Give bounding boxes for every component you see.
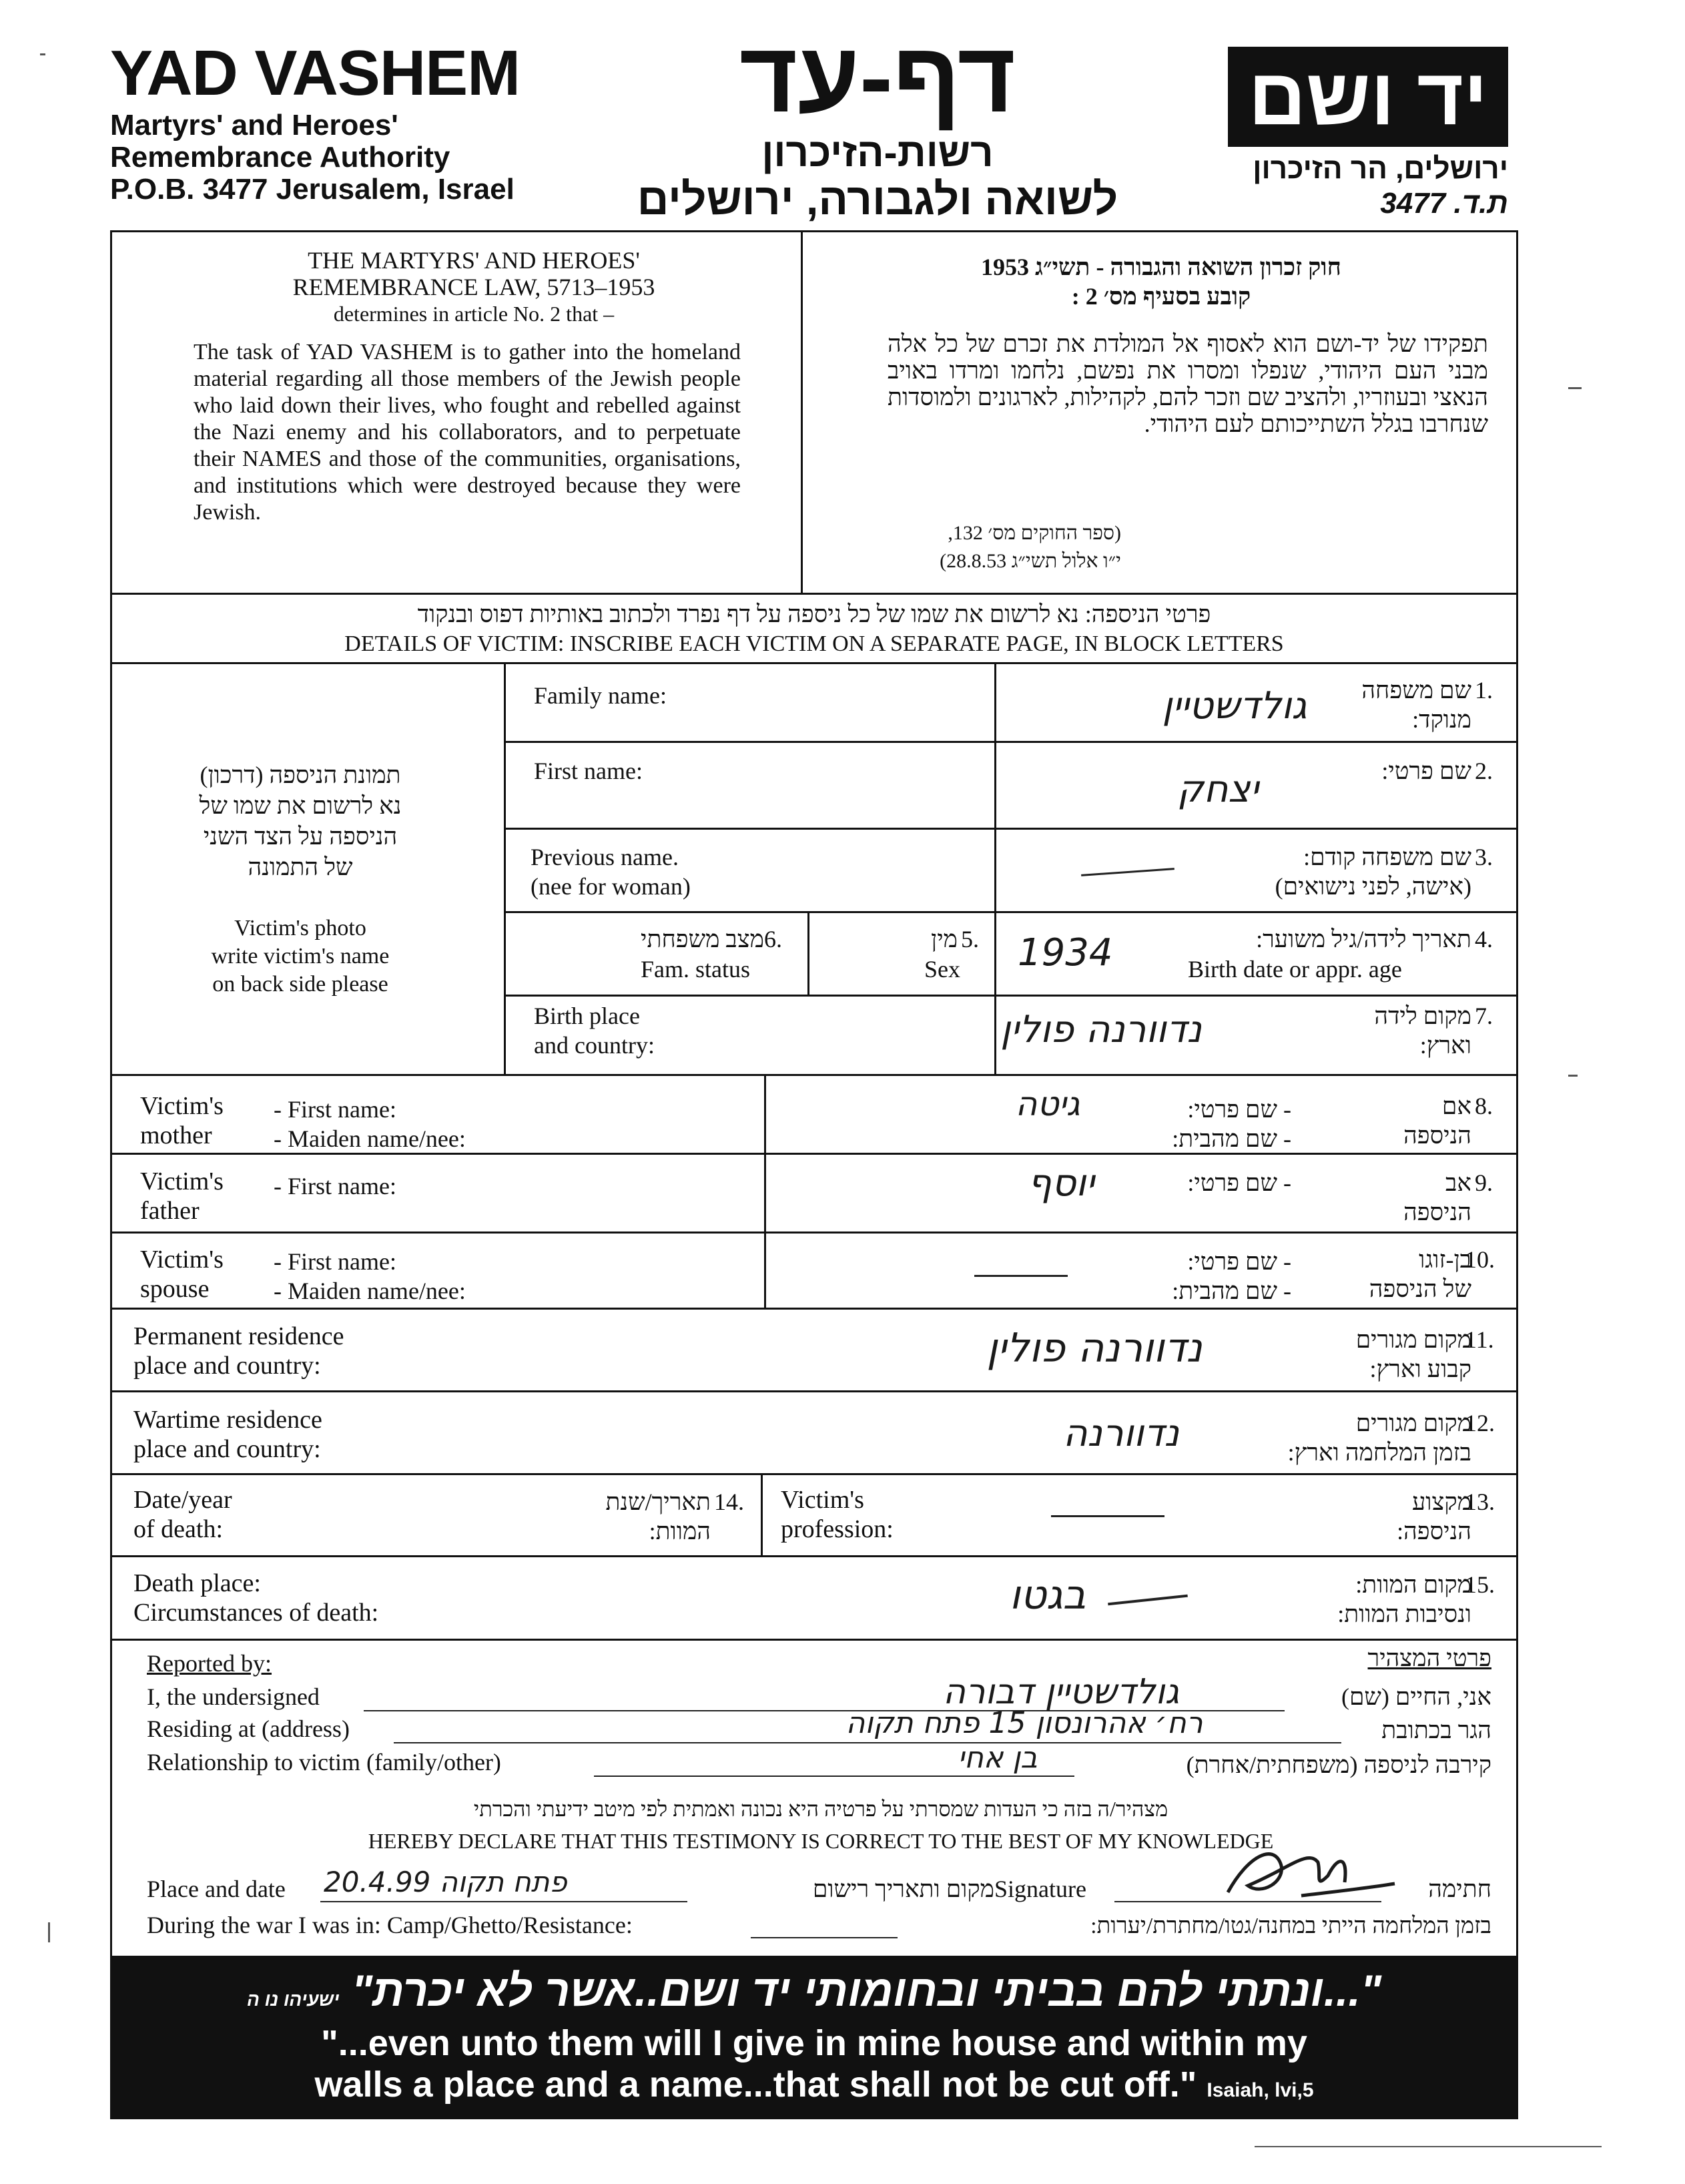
war-label-he: בזמן המלחמה הייתי במחנה/גטו/מחתרת/יערות:	[1090, 1914, 1491, 1938]
death-date-en1: Date/year	[133, 1486, 232, 1514]
scan-speck	[40, 53, 45, 55]
banner-en-ref: Isaiah, lvi,5	[1207, 2079, 1314, 2101]
mother-he2: הניספה	[1403, 1122, 1471, 1149]
address-label: Residing at (address)	[147, 1715, 350, 1742]
field-number-10: 10.	[1465, 1246, 1495, 1273]
row2-line	[504, 828, 1518, 830]
spouse-sub-labels	[274, 1247, 466, 1306]
mother-label-he	[1403, 1091, 1471, 1150]
previous-name-he2: (אישה, לפני נישואים)	[1275, 873, 1471, 900]
wartime-residence-he2: בזמן המלחמה וארץ:	[1287, 1439, 1471, 1466]
father-first-name-value[interactable]: יוסף	[1028, 1161, 1094, 1205]
spouse-first-name-he: - שם פרטי:	[1187, 1248, 1291, 1275]
photo-en3: on back side please	[212, 972, 388, 997]
father-he1: אב	[1445, 1169, 1471, 1196]
signature-mark[interactable]	[1201, 1829, 1401, 1909]
mother-he1: אם	[1441, 1093, 1471, 1119]
previous-name-he1: שם משפחה קודם:	[1303, 844, 1471, 870]
first-name-value[interactable]: יצחק	[1176, 768, 1259, 811]
law-bottom-line	[110, 593, 1518, 595]
first-name-label-he: שם פרטי:	[1381, 758, 1471, 784]
profession-label	[781, 1485, 894, 1544]
spouse-first-name-label: - First name:	[274, 1248, 396, 1275]
field-number-12: 12.	[1465, 1410, 1495, 1436]
address-line	[394, 1742, 1341, 1743]
undersigned-label-he: אני, החיים (שם)	[1341, 1683, 1491, 1710]
details-he: פרטי הניספה: נא לרשום את שמו של כל ניספה על דף נפרד ולכתוב באותיות דפוס ובנקוד	[417, 601, 1211, 627]
law-he-title	[827, 252, 1495, 311]
declaration-en: HEREBY DECLARE THAT THIS TESTIMONY IS CORRECT TO THE BEST OF MY KNOWLEDGE	[368, 1829, 1274, 1853]
death-place-label-he	[1337, 1570, 1471, 1629]
field-number-14: 14.	[714, 1488, 744, 1515]
org-line3-en: P.O.B. 3477 Jerusalem, Israel	[110, 173, 515, 206]
quote-banner	[110, 1956, 1518, 2119]
law-en-title2: REMEMBRANCE LAW, 5713–1953	[292, 274, 655, 300]
photo-he4: של התמונה	[248, 854, 353, 880]
row1-line	[504, 741, 1518, 743]
details-en: DETAILS OF VICTIM: INSCRIBE EACH VICTIM ON A SEPARATE PAGE, IN BLOCK LETTERS	[344, 631, 1284, 656]
spouse-label-he	[1369, 1245, 1471, 1304]
perm-residence-value[interactable]: נדוורנה פולין	[986, 1325, 1203, 1372]
org-line2-en: Remembrance Authority	[110, 141, 450, 174]
death-date-label-he	[605, 1487, 711, 1546]
spouse-he1: בן-זוגו	[1419, 1246, 1471, 1273]
perm-residence-en2: place and country:	[133, 1352, 321, 1380]
field-number-15: 15.	[1465, 1571, 1495, 1598]
profession-en1: Victim's	[781, 1486, 864, 1514]
scan-speck	[1568, 1075, 1578, 1077]
photo-he2: נא לרשום את שמו של	[199, 792, 402, 819]
yad-vashem-logo	[1228, 47, 1508, 147]
family-name-label-he	[1361, 675, 1471, 734]
org-line2-he: לשואה ולגבורה, ירושלים	[637, 174, 1118, 224]
banner-he-text: "...ונתתי להם בביתי ובחומותי יד ושם..אשר לא יכרת"	[351, 1966, 1382, 2015]
law-he-ref	[827, 519, 1121, 575]
previous-name-label	[531, 842, 691, 901]
death-place-he2: ונסיבות המוות:	[1337, 1601, 1471, 1627]
family-name-he1: שם משפחה	[1361, 677, 1471, 704]
row7-line	[110, 1074, 1518, 1076]
spouse-en1: Victim's	[140, 1246, 224, 1274]
father-first-name-he: - שם פרטי:	[1187, 1169, 1291, 1196]
photo-he3: הניספה על הצד השני	[203, 823, 398, 850]
field-number-6: 6.	[764, 926, 782, 952]
sex-label: Sex	[924, 956, 960, 983]
wartime-residence-value[interactable]: נדוורנה	[1062, 1412, 1180, 1455]
profession-en2: profession:	[781, 1515, 894, 1543]
relationship-label-he: קירבה לניספה (משפחתית/אחרת)	[1186, 1751, 1491, 1778]
field-number-1: 1.	[1475, 677, 1493, 704]
mother-en2: mother	[140, 1121, 212, 1149]
field-number-4: 4.	[1475, 926, 1493, 952]
banner-en2-row	[110, 2064, 1518, 2111]
family-name-value[interactable]: גולדשטיין	[1162, 684, 1307, 728]
relationship-label: Relationship to victim (family/other)	[147, 1749, 501, 1776]
father-en1: Victim's	[140, 1167, 224, 1195]
logo-sub1: ירושלים, הר הזיכרון	[1253, 152, 1508, 185]
death-place-value[interactable]: בגטו	[1009, 1572, 1086, 1619]
previous-name-label-he	[1275, 842, 1471, 901]
law-en-title1: THE MARTYRS' AND HEROES'	[308, 247, 640, 274]
row10-line	[110, 1308, 1518, 1310]
profession-dash[interactable]	[1051, 1515, 1164, 1517]
perm-residence-he2: קבוע וארץ:	[1369, 1356, 1471, 1382]
mother-maiden-name-label: - Maiden name/nee:	[274, 1125, 466, 1152]
banner-en2: walls a place and a name...that shall not be cut off."	[314, 2065, 1197, 2105]
logo-text: יד ושם	[1248, 52, 1488, 142]
mother-sub-labels	[274, 1095, 466, 1153]
org-title-en: YAD VASHEM	[110, 37, 521, 109]
field-number-8: 8.	[1475, 1093, 1493, 1119]
perm-residence-label	[133, 1322, 344, 1380]
wartime-residence-label-he	[1288, 1408, 1471, 1467]
mother-first-name-label: - First name:	[274, 1096, 396, 1123]
photo-instructions-en	[133, 914, 467, 999]
profession-he1: מקצוע	[1411, 1488, 1471, 1515]
relationship-line	[594, 1776, 1074, 1777]
photo-en1: Victim's photo	[234, 916, 366, 940]
place-date-label-he: מקום ותאריך רישום	[812, 1876, 994, 1902]
law-divider	[801, 230, 803, 594]
spouse-maiden-name-label: - Maiden name/nee:	[274, 1278, 466, 1304]
profession-label-he	[1397, 1487, 1471, 1546]
death-place-label	[133, 1569, 378, 1627]
family-name-he2: מנוקד:	[1412, 706, 1471, 733]
law-he-title2: קובע בסעיף מס׳ 2 :	[1071, 283, 1251, 310]
family-name-label: Family name:	[534, 682, 667, 709]
first-name-label: First name:	[534, 758, 643, 784]
mother-first-name-value[interactable]: גיטה	[1015, 1085, 1080, 1123]
field-number-5: 5.	[961, 926, 979, 952]
signature-label-he: חתימה	[1428, 1876, 1491, 1902]
wartime-residence-label	[133, 1405, 322, 1464]
spouse-dash[interactable]	[974, 1275, 1068, 1277]
birth-place-he1: מקום לידה	[1374, 1003, 1471, 1029]
form-title-he: דף-עד	[739, 21, 1016, 133]
col-divider-8	[764, 1074, 766, 1308]
death-place-he1: מקום המוות:	[1355, 1571, 1471, 1598]
row15-line	[110, 1639, 1518, 1641]
father-en2: father	[140, 1197, 200, 1225]
field-number-9: 9.	[1475, 1169, 1493, 1196]
mother-maiden-name-he: - שם מהבית:	[1172, 1125, 1291, 1152]
mother-sub-labels-he	[1172, 1095, 1291, 1153]
wartime-residence-he1: מקום מגורים	[1355, 1410, 1471, 1436]
scan-speck	[48, 1922, 50, 1942]
spouse-he2: של הניספה	[1369, 1276, 1471, 1302]
mother-first-name-he: - שם פרטי:	[1187, 1096, 1291, 1123]
row3-line	[504, 911, 1518, 913]
spouse-label	[140, 1245, 224, 1304]
birth-date-label-he: תאריך לידה/גיל משוער:	[1256, 926, 1471, 952]
scan-speck	[1255, 2146, 1602, 2147]
death-place-en1: Death place:	[133, 1569, 261, 1597]
address-value[interactable]: רח׳ אהרונסון 15 פתח תקוה	[846, 1706, 1203, 1740]
address-label-he: הגר בכתובת	[1381, 1717, 1491, 1743]
perm-residence-he1: מקום מגורים	[1355, 1326, 1471, 1353]
birth-date-value[interactable]: 1934	[1018, 931, 1113, 975]
death-date-label	[133, 1485, 232, 1544]
perm-residence-en1: Permanent residence	[133, 1322, 344, 1350]
org-line1-en: Martyrs' and Heroes'	[110, 109, 398, 142]
row11-line	[110, 1390, 1518, 1392]
death-date-he2: המוות:	[649, 1518, 711, 1545]
law-he-ref2: י״ו אלול תשי״ג 28.8.53)	[940, 550, 1121, 572]
fam-status-label-he: מצב משפחתי	[641, 926, 764, 952]
law-en-body: The task of YAD VASHEM is to gather into the homeland material regarding all those members of the Jewish people who laid down their lives, who fought and rebelled against the Nazi enemy and his collaborators, and to perpetuate their NAMES and those of the communities, organisations, and institutions which were destroyed because they were Jewish.	[194, 340, 741, 525]
fam-status-label: Fam. status	[641, 956, 751, 983]
birth-date-label: Birth date or appr. age	[1188, 956, 1402, 983]
birth-place-en2: and country:	[534, 1032, 655, 1059]
place-date-label: Place and date	[147, 1876, 286, 1902]
birth-place-value[interactable]: נדוורנה פולין	[1000, 1008, 1202, 1051]
mother-en1: Victim's	[140, 1092, 224, 1120]
photo-divider	[504, 662, 506, 1074]
law-he-title1: חוק זכרון השואה והגבורה - תשי״ג 1953	[981, 254, 1341, 280]
col-divider-13	[761, 1473, 763, 1555]
row13-line	[110, 1555, 1518, 1557]
place-date-value[interactable]: 20.4.99 פתח תקוה	[324, 1866, 567, 1898]
wartime-residence-en1: Wartime residence	[133, 1406, 322, 1434]
declaration-he: מצהיר/ה בזה כי העדות שמסרתי על פרטיה היא נכונה ואמתית לפי מיטב ידיעתי והכרתי	[473, 1797, 1168, 1821]
wartime-residence-en2: place and country:	[133, 1435, 321, 1463]
law-he-body: תפקידו של יד-ושם הוא לאסוף אל המולדת את זכרם של כל אלה מבני העם היהודי, שנפלו ומסרו את נפשם, נלחמו ומרדו באויב הנאצי ובעוזריו, ולהציב שם וזכר להם, לקהילות, לארגונים ולמוסדות שנחרבו בגלל השתייכותם לעם היהודי.	[888, 330, 1488, 437]
sex-label-he: מין	[931, 926, 958, 952]
birth-place-label	[534, 1001, 655, 1060]
row4-divider-a	[807, 911, 809, 995]
field-number-3: 3.	[1475, 844, 1493, 870]
header-english	[110, 37, 521, 206]
spouse-sub-labels-he	[1172, 1247, 1291, 1306]
war-label: During the war I was in: Camp/Ghetto/Resistance:	[147, 1912, 633, 1938]
perm-residence-label-he	[1356, 1325, 1471, 1384]
logo-sub2: ת.ד. 3477	[1380, 187, 1508, 220]
law-en-title3: determines in article No. 2 that –	[333, 302, 615, 326]
undersigned-label: I, the undersigned	[147, 1683, 320, 1710]
death-date-he1: תאריך/שנת	[605, 1488, 711, 1515]
father-label	[140, 1167, 224, 1225]
relationship-value[interactable]: בן אחי	[958, 1741, 1038, 1775]
field-number-11: 11.	[1465, 1326, 1494, 1353]
header-hebrew	[611, 21, 1144, 224]
previous-name-en2: (nee for woman)	[531, 873, 691, 900]
father-label-he	[1403, 1168, 1471, 1227]
reporter-title-he: פרטי המצהיר	[1367, 1645, 1491, 1671]
row4-line	[504, 995, 1518, 997]
previous-name-en1: Previous name.	[531, 844, 679, 870]
banner-quote-he	[110, 1964, 1518, 2026]
field-number-7: 7.	[1475, 1003, 1493, 1029]
mother-label	[140, 1091, 224, 1150]
signature-label: Signature	[994, 1876, 1086, 1902]
field-number-13: 13.	[1465, 1488, 1495, 1515]
father-first-name-label: - First name:	[274, 1173, 396, 1199]
birth-place-he2: וארץ:	[1419, 1032, 1471, 1059]
banner-en1: "...even unto them will I give in mine house and within my	[321, 2023, 1307, 2063]
undersigned-value[interactable]: גולדשטיין דבורה	[943, 1672, 1179, 1712]
field-number-2: 2.	[1475, 758, 1493, 784]
death-date-en2: of death:	[133, 1515, 224, 1543]
banner-he-ref: ישעיהו נו ה	[246, 1989, 340, 2010]
photo-he1: תמונת הניספה (דרכון)	[200, 762, 401, 788]
law-en-title	[174, 247, 774, 327]
profession-he2: הניספה:	[1397, 1518, 1471, 1545]
row12-line	[110, 1473, 1518, 1475]
law-he-ref1: (ספר החוקים מס׳ 132,	[948, 522, 1121, 544]
banner-quote-en	[110, 2022, 1518, 2111]
photo-instructions-he	[133, 760, 467, 882]
birth-place-label-he	[1374, 1001, 1471, 1060]
details-bottom-line	[110, 662, 1518, 664]
war-line	[751, 1937, 898, 1938]
spouse-en2: spouse	[140, 1275, 210, 1303]
scan-speck	[1568, 387, 1582, 389]
org-line1-he: רשות-הזיכרון	[761, 130, 994, 175]
death-place-en2: Circumstances of death:	[133, 1599, 379, 1627]
spouse-maiden-name-he: - שם מהבית:	[1172, 1278, 1291, 1304]
reported-by-label: Reported by:	[147, 1650, 272, 1677]
place-date-line	[320, 1901, 687, 1902]
father-he2: הניספה	[1403, 1199, 1471, 1225]
birth-place-en1: Birth place	[534, 1003, 640, 1029]
photo-en2: write victim's name	[211, 944, 390, 969]
row9-line	[110, 1232, 1518, 1234]
